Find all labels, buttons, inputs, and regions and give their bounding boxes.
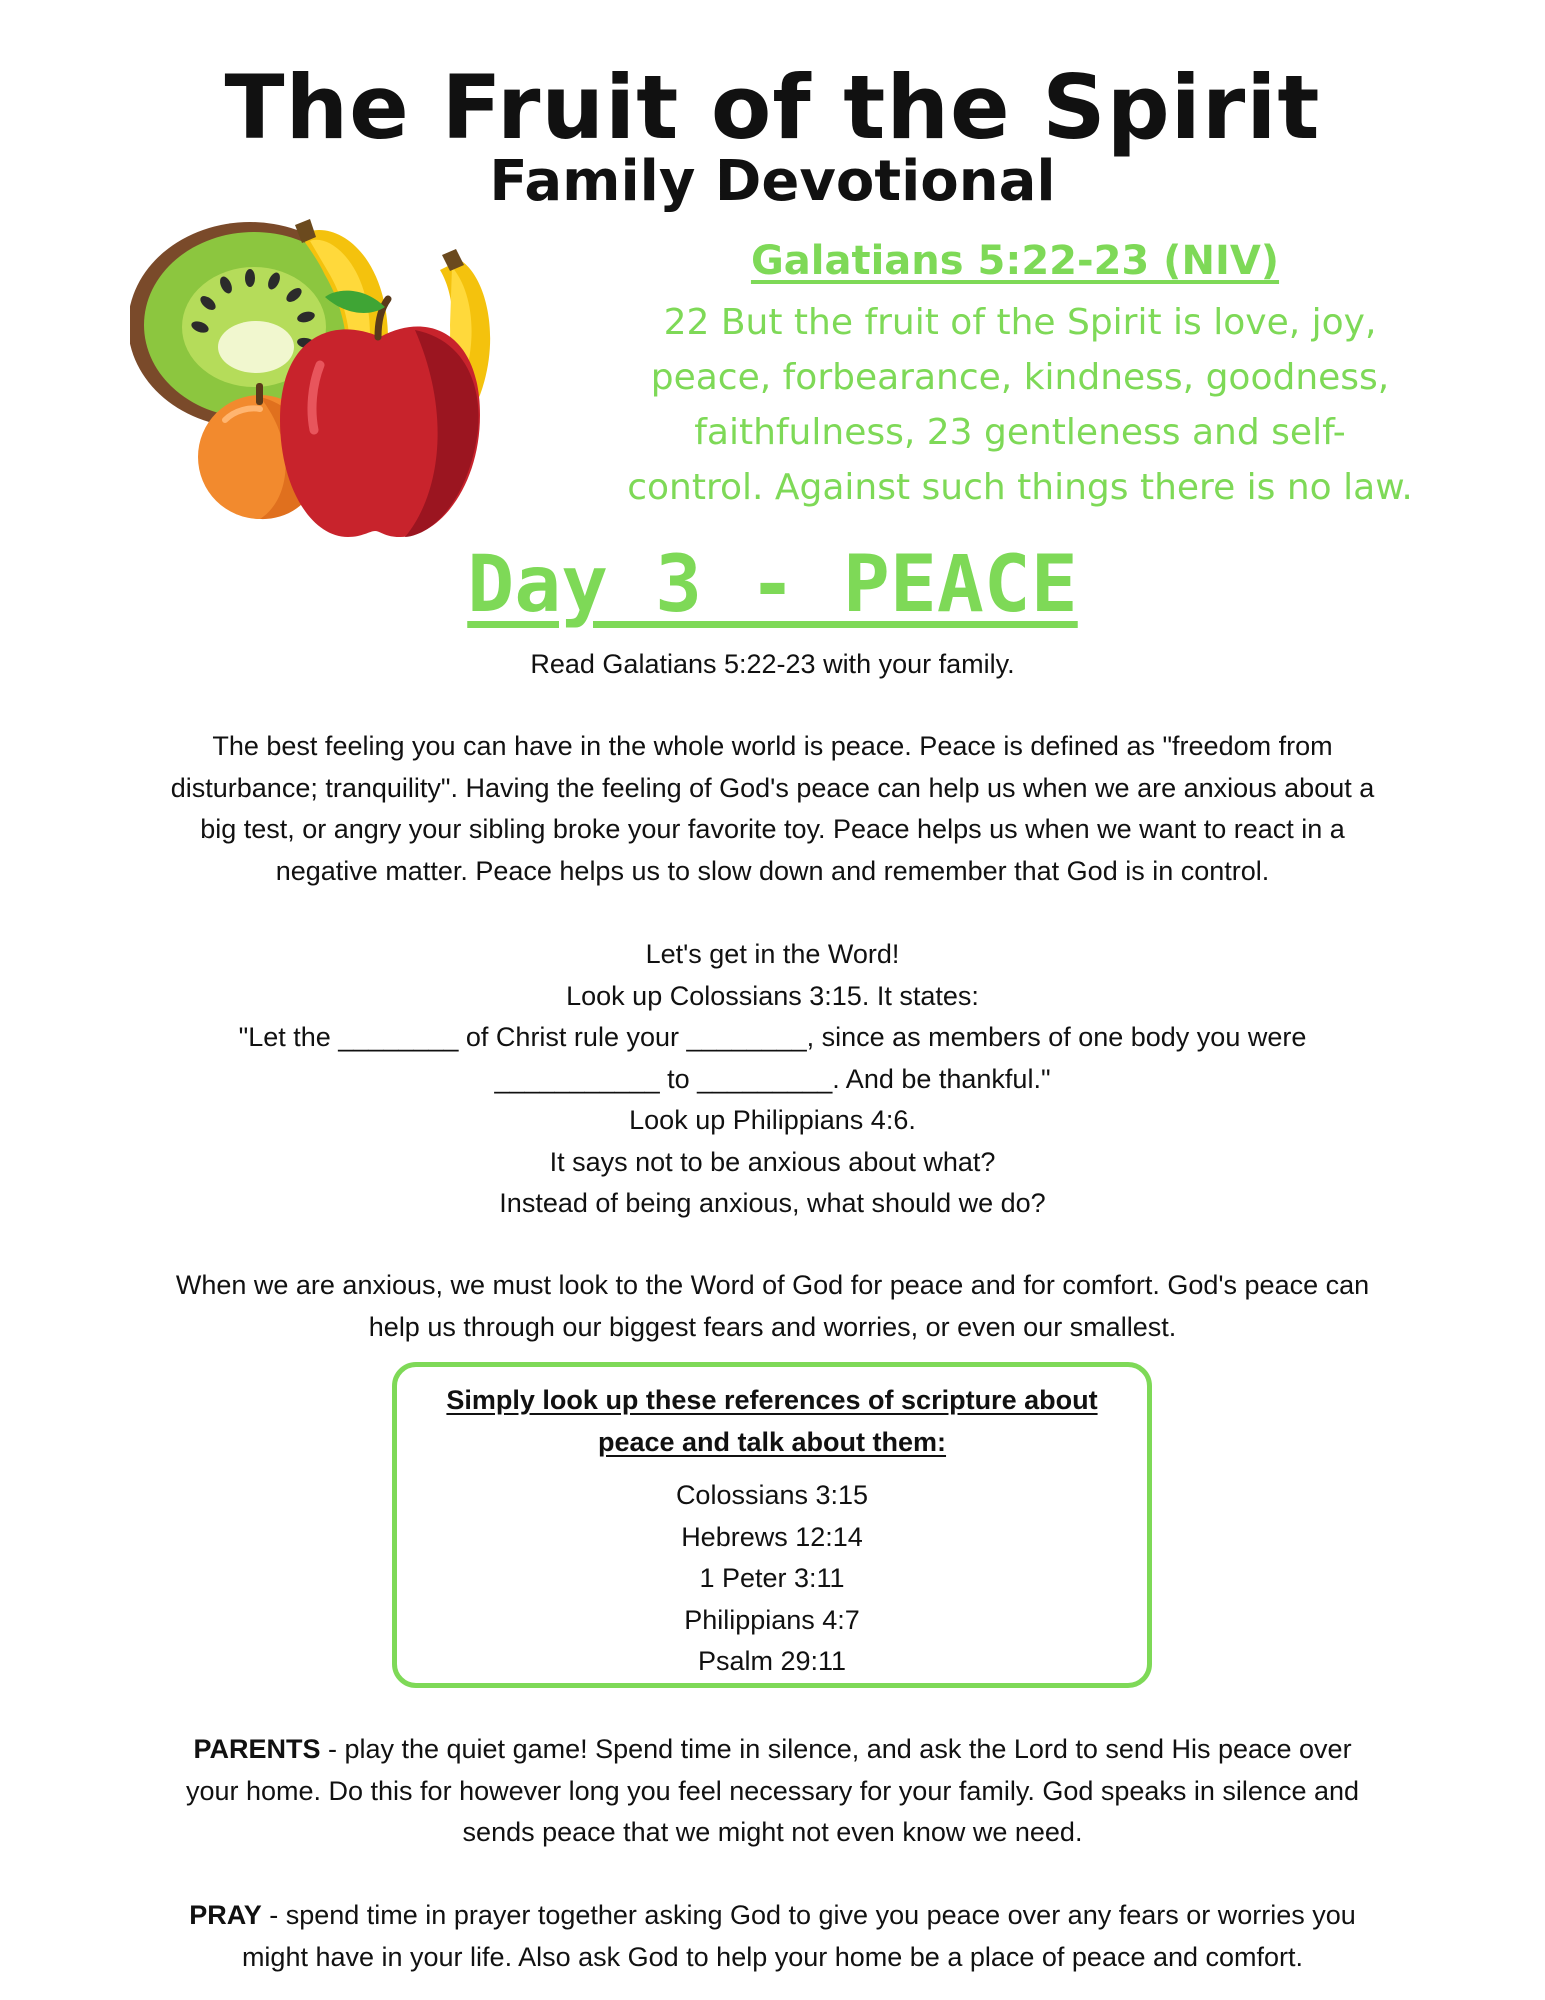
scripture-references-box <box>392 1362 1152 1688</box>
scripture-text <box>590 295 1450 515</box>
scripture-line: peace, forbearance, kindness, goodness, <box>650 357 1390 398</box>
pray-section <box>80 1895 1465 1978</box>
word-line: Look up Philippians 4:6. <box>629 1105 916 1135</box>
page-subtitle: Family Devotional <box>489 149 1056 214</box>
question-line: It says not to be anxious about what? <box>549 1146 996 1177</box>
paragraph-line: disturbance; tranquility". Having the feeling of God's peace can help us when we are anxious about a <box>170 772 1375 803</box>
fill-in-blank-line: "Let the ________ of Christ rule your ________, since as members of one body you were <box>238 1022 1307 1052</box>
parents-text: - play the quiet game! Spend time in silence, and ask the Lord to send His peace over <box>320 1734 1352 1764</box>
reference-item: 1 Peter 3:11 <box>699 1563 845 1593</box>
paragraph-line: big test, or angry your sibling broke your favorite toy. Peace helps us when we want to react in a <box>200 814 1345 844</box>
page-title: The Fruit of the Spirit <box>224 56 1321 159</box>
reference-item: Colossians 3:15 <box>675 1480 869 1510</box>
reference-item: Philippians 4:7 <box>684 1604 860 1635</box>
parents-line: sends peace that we might not even know we need. <box>462 1817 1083 1847</box>
parents-line <box>80 1729 1465 1771</box>
paragraph-comfort <box>80 1265 1465 1348</box>
word-line: Look up Colossians 3:15. It states: <box>566 980 979 1011</box>
fruit-illustration <box>130 215 520 550</box>
question-line: Instead of being anxious, what should we do? <box>499 1188 1046 1218</box>
day-heading-text: Day 3 - PEACE <box>467 540 1078 630</box>
pray-text: - spend time in prayer together asking God to give you peace over any fears or worries you <box>261 1900 1356 1930</box>
paragraph-peace-definition <box>80 726 1465 892</box>
paragraph-line: When we are anxious, we must look to the Word of God for peace and for comfort. God's peace can <box>175 1270 1370 1300</box>
day-heading <box>0 540 1545 630</box>
intro-text: Read Galatians 5:22-23 with your family. <box>530 649 1015 679</box>
paragraph-line: negative matter. Peace helps us to slow down and remember that God is in control. <box>275 855 1270 886</box>
reference-item: Hebrews 12:14 <box>681 1521 863 1552</box>
reference-item: Psalm 29:11 <box>697 1646 847 1676</box>
fill-in-blank-line: ___________ to _________. And be thankful." <box>494 1063 1051 1094</box>
references-list <box>397 1475 1147 1683</box>
pray-line <box>80 1895 1465 1937</box>
word-line: Let's get in the Word! <box>645 939 900 969</box>
scripture-reference: Galatians 5:22-23 (NIV) <box>750 238 1280 284</box>
parents-section <box>80 1729 1465 1854</box>
scripture-line: faithfulness, 23 gentleness and self- <box>694 412 1346 453</box>
paragraph-line: The best feeling you can have in the whole world is peace. Peace is defined as "freedom from <box>212 731 1333 761</box>
paragraph-line: help us through our biggest fears and worries, or even our smallest. <box>368 1311 1177 1342</box>
references-heading-line: peace and talk about them: <box>597 1427 947 1457</box>
pray-line: might have in your life. Also ask God to help your home be a place of peace and comfort. <box>241 1941 1304 1972</box>
parents-label: PARENTS <box>193 1734 321 1764</box>
references-heading <box>397 1379 1147 1463</box>
scripture-line: control. Against such things there is no law. <box>627 467 1413 508</box>
pray-label: PRAY <box>189 1900 262 1930</box>
word-section <box>80 934 1465 1225</box>
references-heading-line: Simply look up these references of scripture about <box>446 1385 1098 1415</box>
parents-line: your home. Do this for however long you feel necessary for your family. God speaks in silence and <box>185 1775 1360 1806</box>
scripture-line: 22 But the fruit of the Spirit is love, joy, <box>663 302 1377 343</box>
